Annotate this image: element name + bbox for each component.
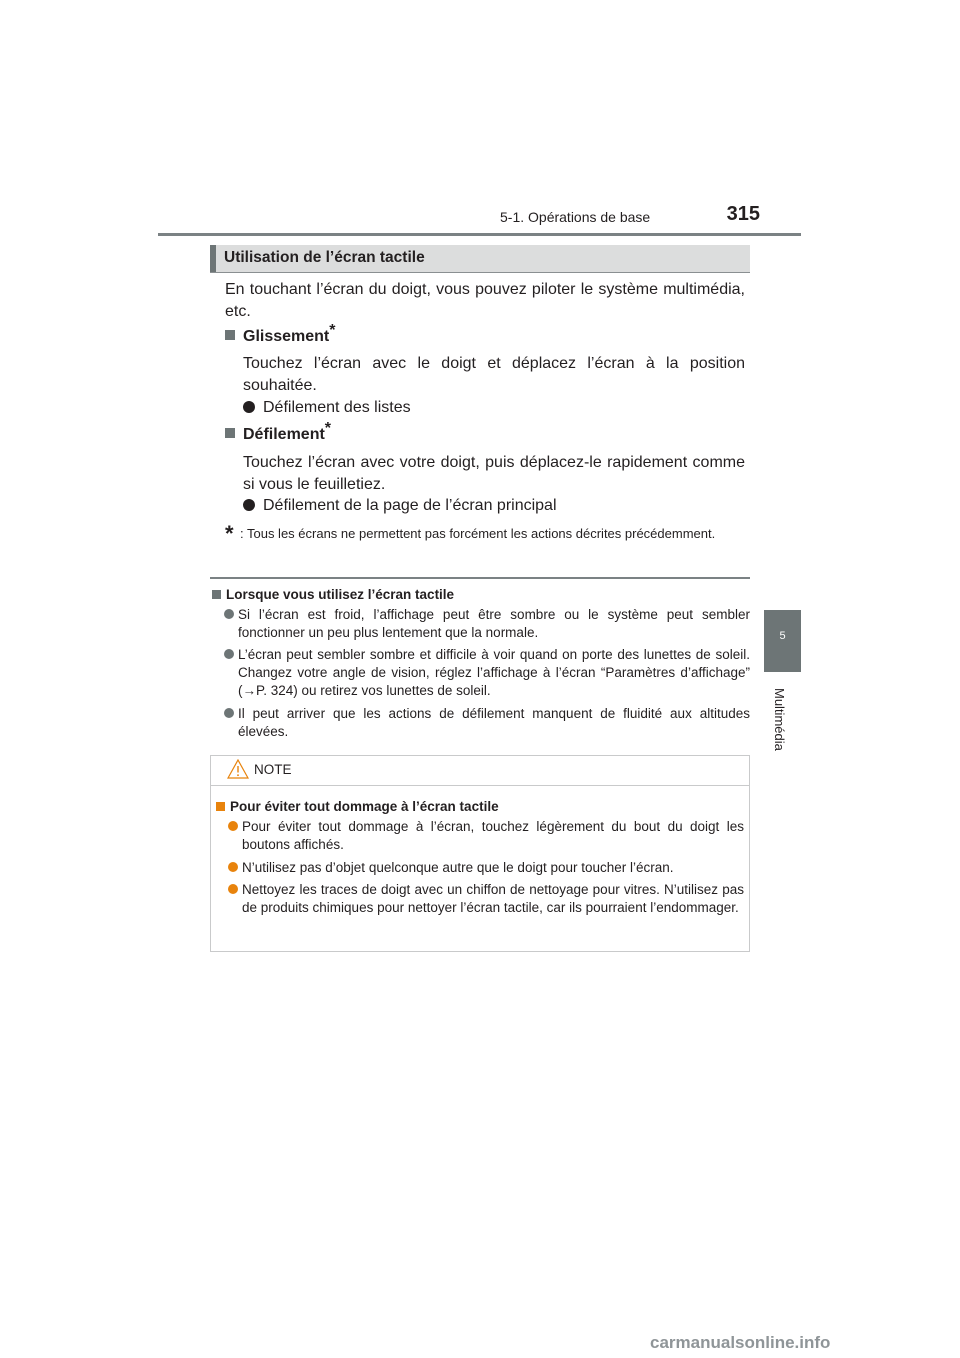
gesture-description: Touchez l’écran avec le doigt et déplacez l’écran à la position souhaitée. xyxy=(243,355,745,394)
running-header-section: 5-1. Opérations de base xyxy=(500,209,651,225)
note-item-text: N’utilisez pas d’objet quelconque autre que le doigt pour toucher l’écran. xyxy=(242,860,674,875)
chapter-number: 5 xyxy=(779,630,786,642)
bullet-dot-icon xyxy=(224,649,234,659)
warning-triangle-icon xyxy=(227,759,249,779)
intro-paragraph: En touchant l’écran du doigt, vous pouvez piloter le système multimédia, etc. xyxy=(225,281,745,320)
info-heading xyxy=(212,586,454,604)
gesture-title: Défilement xyxy=(243,426,325,443)
header-rule xyxy=(158,233,801,236)
info-title: Lorsque vous utilisez l’écran tactile xyxy=(226,587,455,602)
note-item xyxy=(228,859,744,877)
info-item xyxy=(224,606,750,642)
watermark: carmanualsonline.info xyxy=(650,1333,831,1352)
bullet-dot-icon xyxy=(228,884,238,894)
section-title: Utilisation de l’écran tactile xyxy=(224,249,425,266)
bullet-dot-icon xyxy=(243,499,255,511)
footnote-text: : Tous les écrans ne permettent pas forcément les actions décrites précédemment. xyxy=(240,526,716,541)
square-bullet-icon xyxy=(225,330,235,340)
gesture-asterisk: * xyxy=(329,322,336,339)
note-item xyxy=(228,818,744,854)
bullet-dot-icon xyxy=(228,821,238,831)
gesture-heading xyxy=(225,420,332,444)
gesture-description: Touchez l’écran avec votre doigt, puis déplacez-le rapidement comme si vous le feuilletiez. xyxy=(243,454,745,493)
gesture-heading xyxy=(225,322,336,346)
gesture-title: Glissement xyxy=(243,328,330,345)
info-item-text: Si l’écran est froid, l’affichage peut être sombre ou le système peut sembler fonctionner un peu plus lentement que la normale. xyxy=(238,607,750,640)
square-bullet-icon xyxy=(216,802,225,811)
square-bullet-icon xyxy=(225,428,235,438)
info-item-text: Il peut arriver que les actions de défilement manquent de fluidité aux altitudes élevées. xyxy=(238,706,750,739)
gesture-example-text: Défilement des listes xyxy=(263,399,411,416)
note-label: NOTE xyxy=(254,762,292,777)
footnote xyxy=(225,521,745,546)
footnote-marker: * xyxy=(225,521,234,546)
chapter-label xyxy=(773,688,793,768)
note-item-text: Nettoyez les traces de doigt avec un chiffon de nettoyage pour vitres. N’utilisez pas de produits chimiques pour nettoyer l’écran tactile, car ils pourraient l’endommager. xyxy=(242,882,744,915)
note-heading xyxy=(216,798,499,816)
info-item-text: L’écran peut sembler sombre et difficile à voir quand on porte des lunettes de soleil. Changez votre angle de vision, réglez l’affichage à l’écran “Paramètres d’affichage” (→P. 324) ou retirez vos lunettes de soleil. xyxy=(238,647,750,698)
square-bullet-icon xyxy=(212,590,221,599)
gesture-asterisk: * xyxy=(324,420,332,437)
note-header xyxy=(211,756,749,786)
chapter-label-text: Multimédia xyxy=(772,688,787,751)
bullet-dot-icon xyxy=(224,708,234,718)
bullet-dot-icon xyxy=(228,862,238,872)
gesture-example xyxy=(243,399,411,417)
note-item-text: Pour éviter tout dommage à l’écran, touchez légèrement du bout du doigt les boutons affichés. xyxy=(242,819,744,852)
gesture-example xyxy=(243,497,557,515)
section-heading-bar xyxy=(210,245,216,272)
note-item xyxy=(228,881,744,917)
note-title: Pour éviter tout dommage à l’écran tactile xyxy=(230,799,499,814)
info-item xyxy=(224,646,750,700)
bullet-dot-icon xyxy=(243,401,255,413)
section-divider xyxy=(210,577,750,579)
bullet-dot-icon xyxy=(224,609,234,619)
gesture-example-text: Défilement de la page de l’écran principal xyxy=(263,497,557,514)
info-item xyxy=(224,705,750,741)
section-heading xyxy=(210,245,750,273)
page-number: 315 xyxy=(726,203,760,225)
